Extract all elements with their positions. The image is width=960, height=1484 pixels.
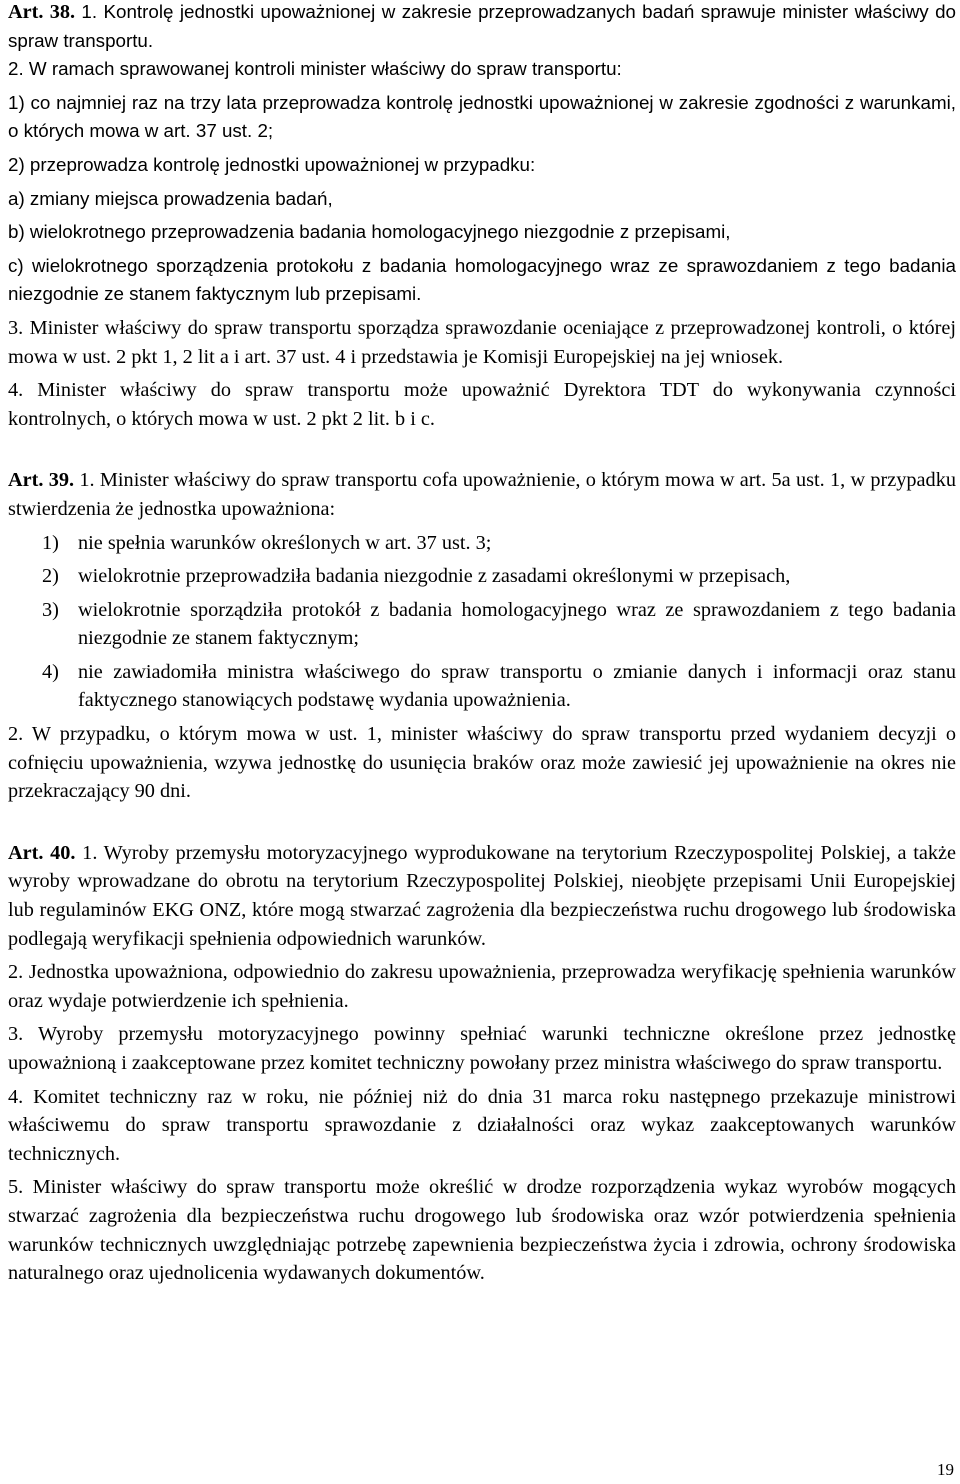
art38-par2-item2b: b) wielokrotnego przeprowadzenia badania homologacyjnego niezgodnie z przepisami, — [8, 221, 731, 243]
art38-par3: 3. Minister właściwy do spraw transportu sporządza sprawozdanie oceniające z przeprowadzonej kontroli, o której mowa w ust. 2 pkt 1, 2 lit a i art. 37 ust. 4 i przedstawia je Komisji Europejskiej na jej wniosek. — [8, 316, 956, 368]
art38-par2-item2: 2) przeprowadza kontrolę jednostki upoważnionej w przypadku: — [8, 153, 536, 175]
art40-par4: 4. Komitet techniczny raz w roku, nie później niż do dnia 31 marca roku następnego przekazuje ministrowi właściwemu do spraw transportu sprawozdanie z działalności oraz wykaz zaakceptowanych warunków technicznych. — [8, 1085, 956, 1165]
art38-par4: 4. Minister właściwy do spraw transportu może upoważnić Dyrektora TDT do wykonywania czynności kontrolnych, o których mowa w ust. 2 pkt 2 lit. b i c. — [8, 379, 956, 430]
art38-par1 — [8, 0, 956, 55]
list-item: 2) wielokrotnie przeprowadziła badania niezgodnie z zasadami określonymi w przepisach, — [42, 565, 791, 588]
art40-par2: 2. Jednostka upoważniona, odpowiednio do zakresu upoważnienia, przeprowadza weryfikację spełnienia warunków oraz wydaje potwierdzenie ich spełnienia. — [8, 961, 956, 1012]
art40-par3: 3. Wyroby przemysłu motoryzacyjnego powinny spełniać warunki techniczne określone przez jednostkę upoważnioną i zaakceptowane przez komitet techniczny powołany przez ministra właściwego do spraw transportu. — [8, 1023, 956, 1074]
art38-par2-item2c: c) wielokrotnego sporządzenia protokołu z badania homologacyjnego wraz ze sprawozdaniem z tego badania niezgodnie ze stanem faktycznym lub przepisami. — [8, 254, 956, 305]
art40-par1 — [8, 839, 956, 953]
art38-heading: Art. 38. — [8, 1, 76, 23]
art40-par1-text: 1. Wyroby przemysłu motoryzacyjnego wyprodukowane na terytorium Rzeczypospolitej Polskiej, a także wyroby wprowadzane do obrotu na terytorium Rzeczypospolitej Polskiej, nieobjęte przepisami Unii Europejskiej lub regulaminów EKG ONZ, które mogą stwarzać zagrożenia dla bezpieczeństwa ruchu drogowego lub środowiska podlegają weryfikacji spełnienia odpowiednich warunków. — [8, 841, 956, 950]
document-page — [8, 0, 956, 1288]
list-item: 1) nie spełnia warunków określonych w art. 37 ust. 3; — [42, 531, 492, 554]
art39-list — [8, 529, 956, 716]
art40-par5: 5. Minister właściwy do spraw transportu może określić w drodze rozporządzenia wykaz wyrobów mogących stwarzać zagrożenia dla bezpieczeństwa ruchu drogowego lub środowiska oraz wzór potwierdzenia spełnienia warunków technicznych uwzględniając potrzebę zapewnienia bezpieczeństwa życia i zdrowia, ochrony środowiska naturalnego oraz ujednolicenia wydawanych dokumentów. — [8, 1176, 956, 1285]
art39-heading: Art. 39. — [8, 469, 75, 492]
art39-par1-text: 1. Minister właściwy do spraw transportu cofa upoważnienie, o którym mowa w art. 5a ust. 1, w przypadku stwierdzenia że jednostka upoważniona: — [8, 469, 956, 520]
art38-par2: 2. W ramach sprawowanej kontroli minister właściwy do spraw transportu: — [8, 58, 622, 80]
art38-par2-item1: 1) co najmniej raz na trzy lata przeprowadza kontrolę jednostki upoważnionej w zakresie zgodności z warunkami, o których mowa w art. 37 ust. 2; — [8, 91, 956, 142]
art38-par2-item2a: a) zmiany miejsca prowadzenia badań, — [8, 187, 333, 209]
page-number: 19 — [937, 1460, 954, 1479]
art40-heading: Art. 40. — [8, 841, 76, 864]
art39-par1 — [8, 466, 956, 523]
list-item: 3) wielokrotnie sporządziła protokół z badania homologacyjnego wraz ze sprawozdaniem z tego badania niezgodnie ze stanem faktycznym; — [42, 598, 956, 650]
art39-par2: 2. W przypadku, o którym mowa w ust. 1, minister właściwy do spraw transportu przed wydaniem decyzji o cofnięciu upoważnienia, wzywa jednostkę do usunięcia braków oraz może zawiesić jej upoważnienie na okres nie przekraczający 90 dni. — [8, 723, 956, 803]
art38-par1-text: 1. Kontrolę jednostki upoważnionej w zakresie przeprowadzanych badań sprawuje minister właściwy do spraw transportu. — [8, 1, 956, 51]
list-item: 4) nie zawiadomiła ministra właściwego do spraw transportu o zmianie danych i informacji oraz stanu faktycznego stanowiących podstawę wydania upoważnienia. — [42, 660, 956, 712]
